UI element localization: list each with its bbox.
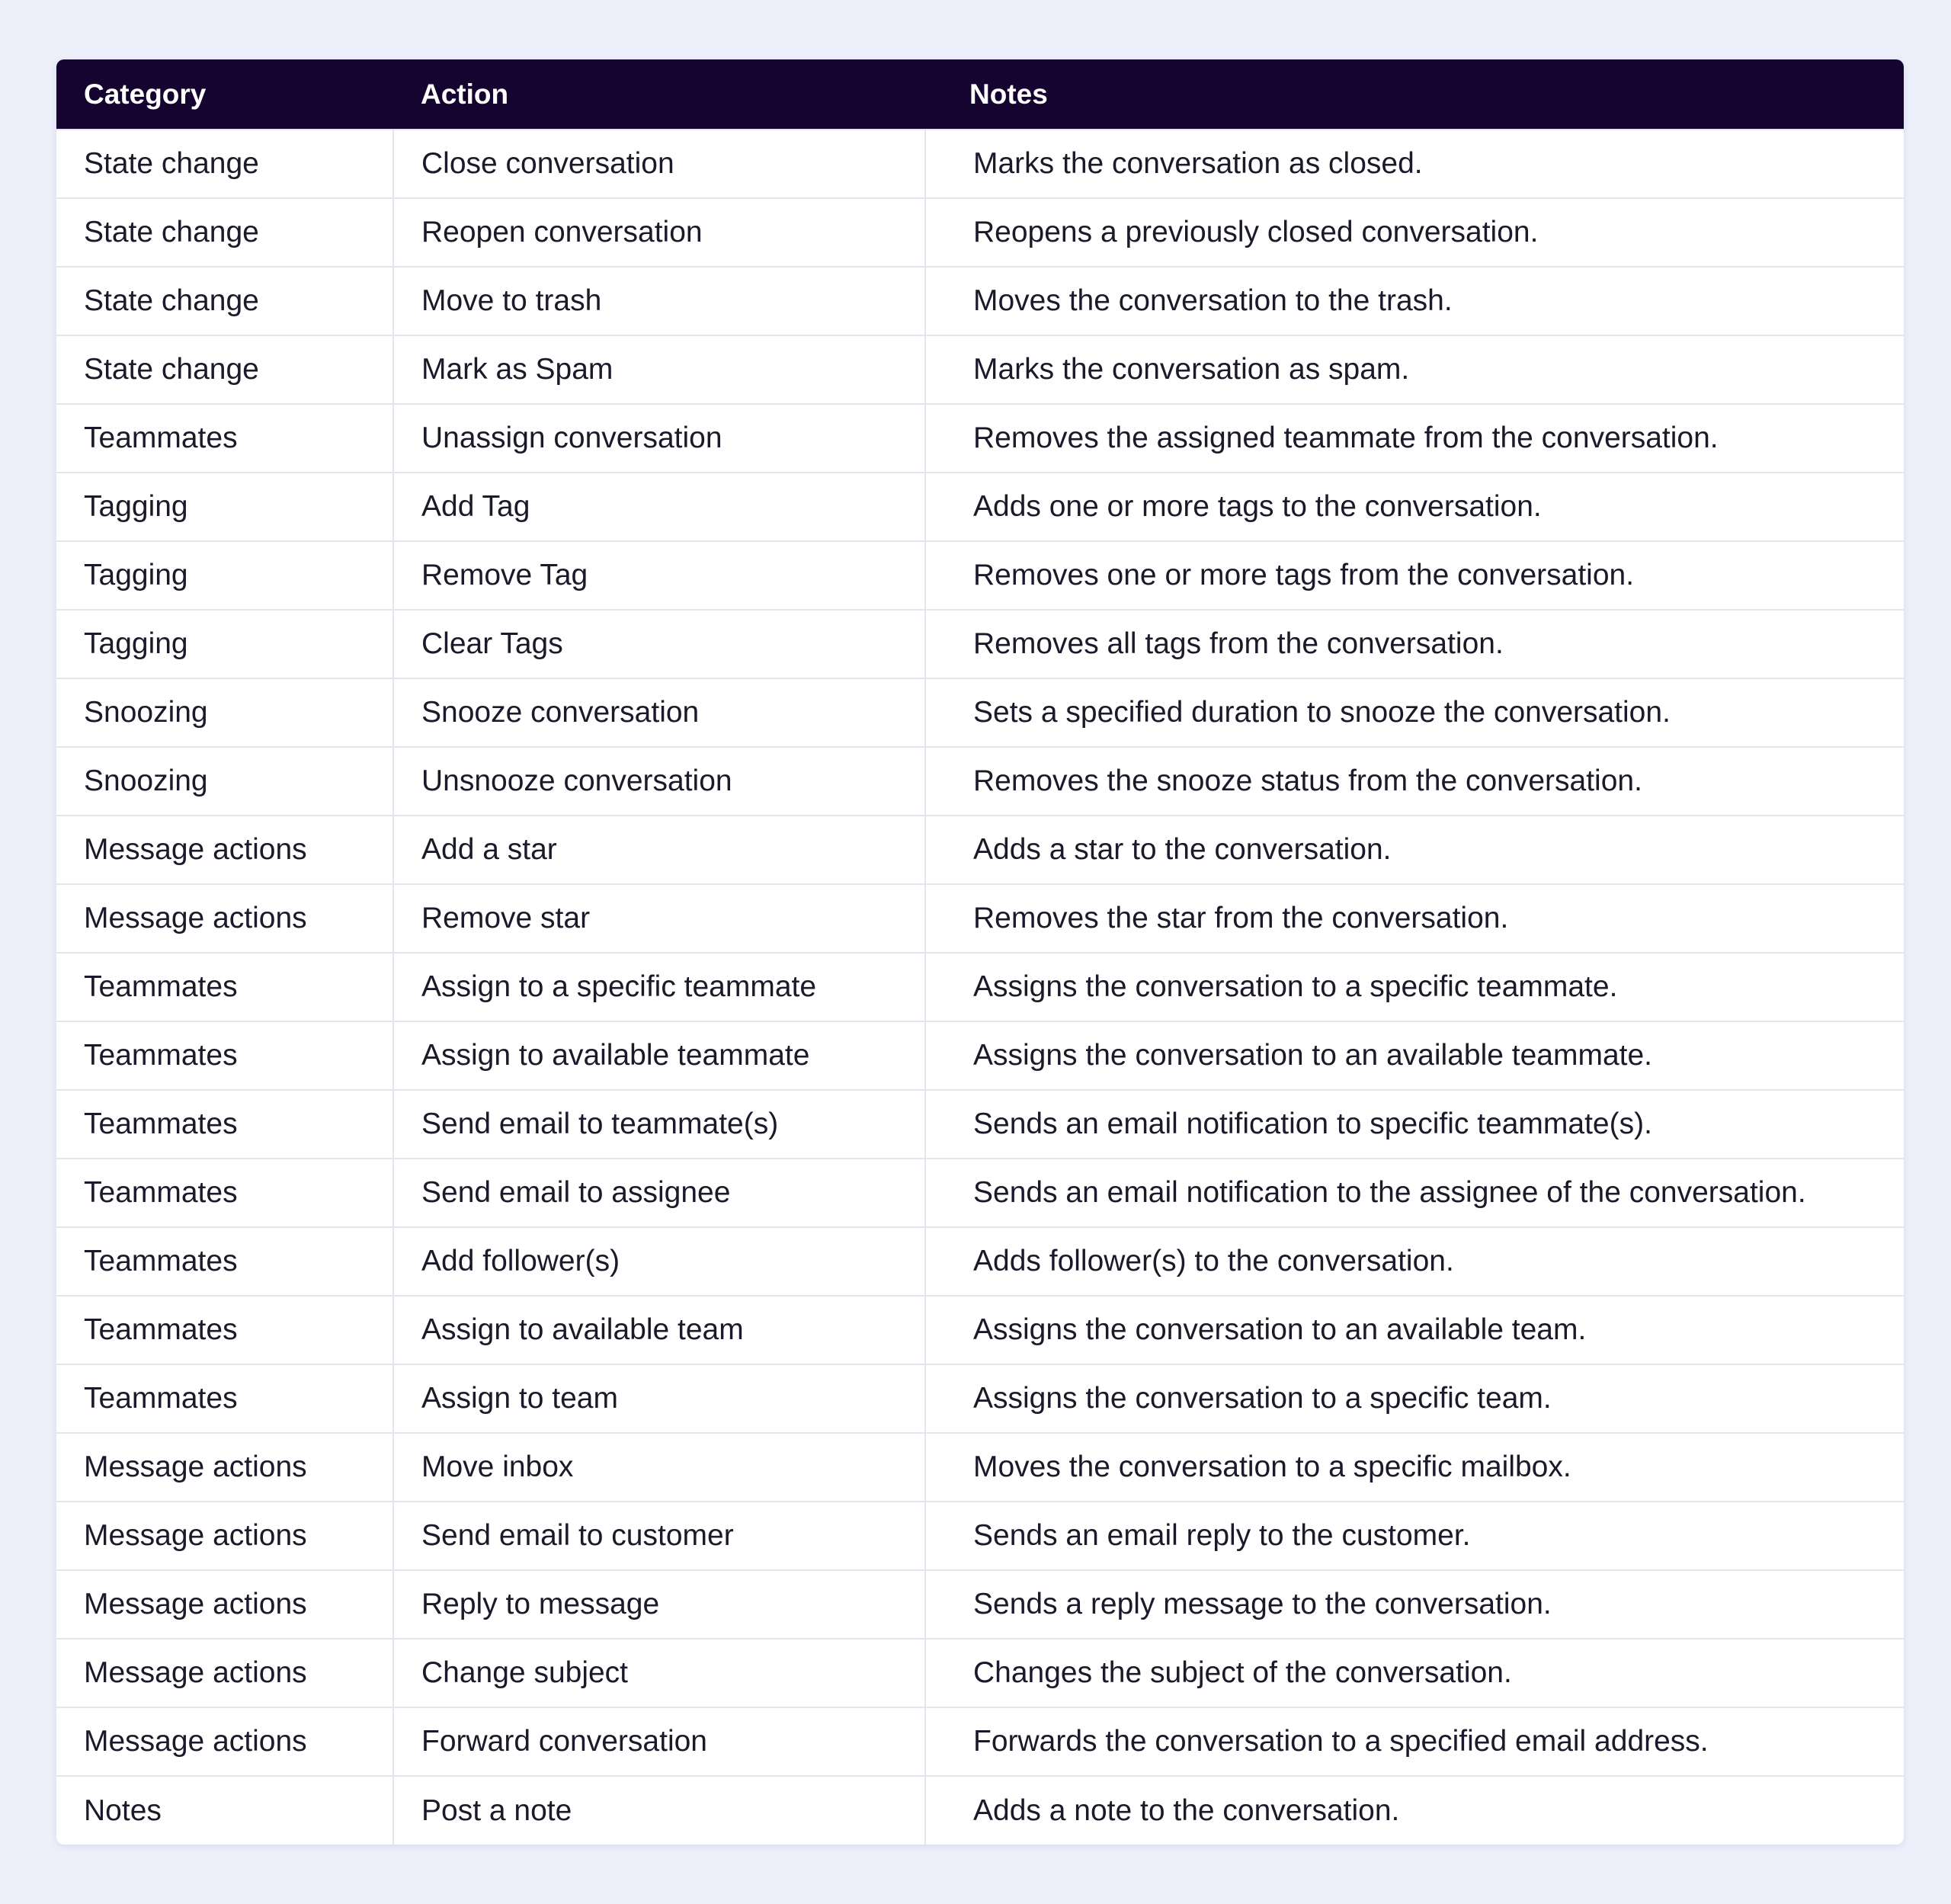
notes-cell: Adds a star to the conversation. bbox=[973, 833, 1392, 866]
action-cell: Post a note bbox=[393, 1776, 925, 1845]
table-row bbox=[56, 267, 1904, 335]
notes-cell: Sends a reply message to the conversation. bbox=[973, 1588, 1552, 1620]
table-body bbox=[56, 130, 1904, 1845]
actions-table-card bbox=[56, 59, 1904, 1845]
table-row bbox=[56, 1364, 1904, 1433]
table-row bbox=[56, 747, 1904, 816]
notes-cell: Moves the conversation to a specific mailbox. bbox=[973, 1450, 1571, 1483]
action-cell: Send email to assignee bbox=[393, 1159, 925, 1227]
table-header bbox=[56, 59, 1904, 130]
notes-cell: Removes the assigned teammate from the conversation. bbox=[973, 422, 1719, 454]
notes-cell: Assigns the conversation to a specific team. bbox=[973, 1382, 1552, 1415]
action-cell: Reopen conversation bbox=[393, 198, 925, 267]
category-cell: Teammates bbox=[56, 1090, 393, 1159]
category-cell: State change bbox=[56, 267, 393, 335]
table-row bbox=[56, 953, 1904, 1021]
category-cell: Message actions bbox=[56, 1433, 393, 1502]
actions-table bbox=[56, 59, 1904, 1845]
category-cell: Teammates bbox=[56, 404, 393, 473]
table-row bbox=[56, 1296, 1904, 1364]
action-cell: Forward conversation bbox=[393, 1707, 925, 1776]
notes-cell: Adds one or more tags to the conversation. bbox=[973, 490, 1542, 523]
action-cell: Remove star bbox=[393, 884, 925, 953]
category-cell: Teammates bbox=[56, 1364, 393, 1433]
table-row bbox=[56, 335, 1904, 404]
action-cell: Clear Tags bbox=[393, 610, 925, 678]
table-row bbox=[56, 130, 1904, 198]
table-row bbox=[56, 404, 1904, 473]
category-cell: Message actions bbox=[56, 1639, 393, 1707]
category-cell: Message actions bbox=[56, 884, 393, 953]
table-row bbox=[56, 678, 1904, 747]
table-row bbox=[56, 1776, 1904, 1845]
category-cell: Notes bbox=[56, 1776, 393, 1845]
table-row bbox=[56, 198, 1904, 267]
table-row bbox=[56, 884, 1904, 953]
notes-cell: Removes all tags from the conversation. bbox=[973, 627, 1504, 660]
table-row bbox=[56, 1502, 1904, 1570]
action-cell: Send email to customer bbox=[393, 1502, 925, 1570]
notes-cell: Assigns the conversation to an available teammate. bbox=[973, 1039, 1653, 1072]
action-cell: Assign to a specific teammate bbox=[393, 953, 925, 1021]
category-cell: Teammates bbox=[56, 1021, 393, 1090]
category-cell: Tagging bbox=[56, 541, 393, 610]
action-cell: Unassign conversation bbox=[393, 404, 925, 473]
action-cell: Assign to available team bbox=[393, 1296, 925, 1364]
header-category: Category bbox=[84, 78, 207, 110]
table-row bbox=[56, 1707, 1904, 1776]
category-cell: State change bbox=[56, 130, 393, 198]
category-cell: Message actions bbox=[56, 1707, 393, 1776]
notes-cell: Removes the star from the conversation. bbox=[973, 902, 1509, 934]
category-cell: State change bbox=[56, 198, 393, 267]
notes-cell: Marks the conversation as closed. bbox=[973, 147, 1423, 180]
notes-cell: Removes the snooze status from the conversation. bbox=[973, 764, 1642, 797]
action-cell: Remove Tag bbox=[393, 541, 925, 610]
category-cell: Message actions bbox=[56, 1502, 393, 1570]
table-row bbox=[56, 1433, 1904, 1502]
category-cell: Snoozing bbox=[56, 747, 393, 816]
category-cell: Teammates bbox=[56, 1227, 393, 1296]
header-notes: Notes bbox=[969, 78, 1048, 110]
action-cell: Send email to teammate(s) bbox=[393, 1090, 925, 1159]
table-row bbox=[56, 1639, 1904, 1707]
table-row bbox=[56, 1090, 1904, 1159]
action-cell: Add Tag bbox=[393, 473, 925, 541]
table-row bbox=[56, 473, 1904, 541]
notes-cell: Sends an email notification to specific teammate(s). bbox=[973, 1107, 1652, 1140]
category-cell: Message actions bbox=[56, 1570, 393, 1639]
table-row bbox=[56, 610, 1904, 678]
notes-cell: Adds follower(s) to the conversation. bbox=[973, 1245, 1454, 1277]
action-cell: Snooze conversation bbox=[393, 678, 925, 747]
notes-cell: Sets a specified duration to snooze the conversation. bbox=[973, 696, 1671, 729]
action-cell: Mark as Spam bbox=[393, 335, 925, 404]
table-row bbox=[56, 1227, 1904, 1296]
action-cell: Change subject bbox=[393, 1639, 925, 1707]
category-cell: Teammates bbox=[56, 953, 393, 1021]
category-cell: Tagging bbox=[56, 610, 393, 678]
notes-cell: Assigns the conversation to an available team. bbox=[973, 1313, 1587, 1346]
category-cell: Message actions bbox=[56, 816, 393, 884]
action-cell: Move to trash bbox=[393, 267, 925, 335]
table-row bbox=[56, 1570, 1904, 1639]
notes-cell: Reopens a previously closed conversation. bbox=[973, 216, 1539, 248]
table-row bbox=[56, 541, 1904, 610]
notes-cell: Changes the subject of the conversation. bbox=[973, 1656, 1512, 1689]
action-cell: Add a star bbox=[393, 816, 925, 884]
notes-cell: Moves the conversation to the trash. bbox=[973, 284, 1453, 317]
action-cell: Assign to available teammate bbox=[393, 1021, 925, 1090]
notes-cell: Marks the conversation as spam. bbox=[973, 353, 1410, 386]
category-cell: Tagging bbox=[56, 473, 393, 541]
category-cell: Snoozing bbox=[56, 678, 393, 747]
notes-cell: Adds a note to the conversation. bbox=[973, 1793, 1400, 1827]
notes-cell: Removes one or more tags from the conversation. bbox=[973, 559, 1635, 591]
notes-cell: Forwards the conversation to a specified email address. bbox=[973, 1725, 1709, 1758]
notes-cell: Sends an email notification to the assignee of the conversation. bbox=[973, 1176, 1806, 1209]
action-cell: Add follower(s) bbox=[393, 1227, 925, 1296]
header-row bbox=[56, 59, 1904, 130]
category-cell: State change bbox=[56, 335, 393, 404]
table-row bbox=[56, 816, 1904, 884]
action-cell: Close conversation bbox=[393, 130, 925, 198]
header-action: Action bbox=[421, 78, 509, 110]
notes-cell: Assigns the conversation to a specific teammate. bbox=[973, 970, 1618, 1003]
table-row bbox=[56, 1021, 1904, 1090]
action-cell: Move inbox bbox=[393, 1433, 925, 1502]
action-cell: Reply to message bbox=[393, 1570, 925, 1639]
category-cell: Teammates bbox=[56, 1159, 393, 1227]
notes-cell: Sends an email reply to the customer. bbox=[973, 1519, 1471, 1552]
action-cell: Unsnooze conversation bbox=[393, 747, 925, 816]
category-cell: Teammates bbox=[56, 1296, 393, 1364]
action-cell: Assign to team bbox=[393, 1364, 925, 1433]
table-row bbox=[56, 1159, 1904, 1227]
